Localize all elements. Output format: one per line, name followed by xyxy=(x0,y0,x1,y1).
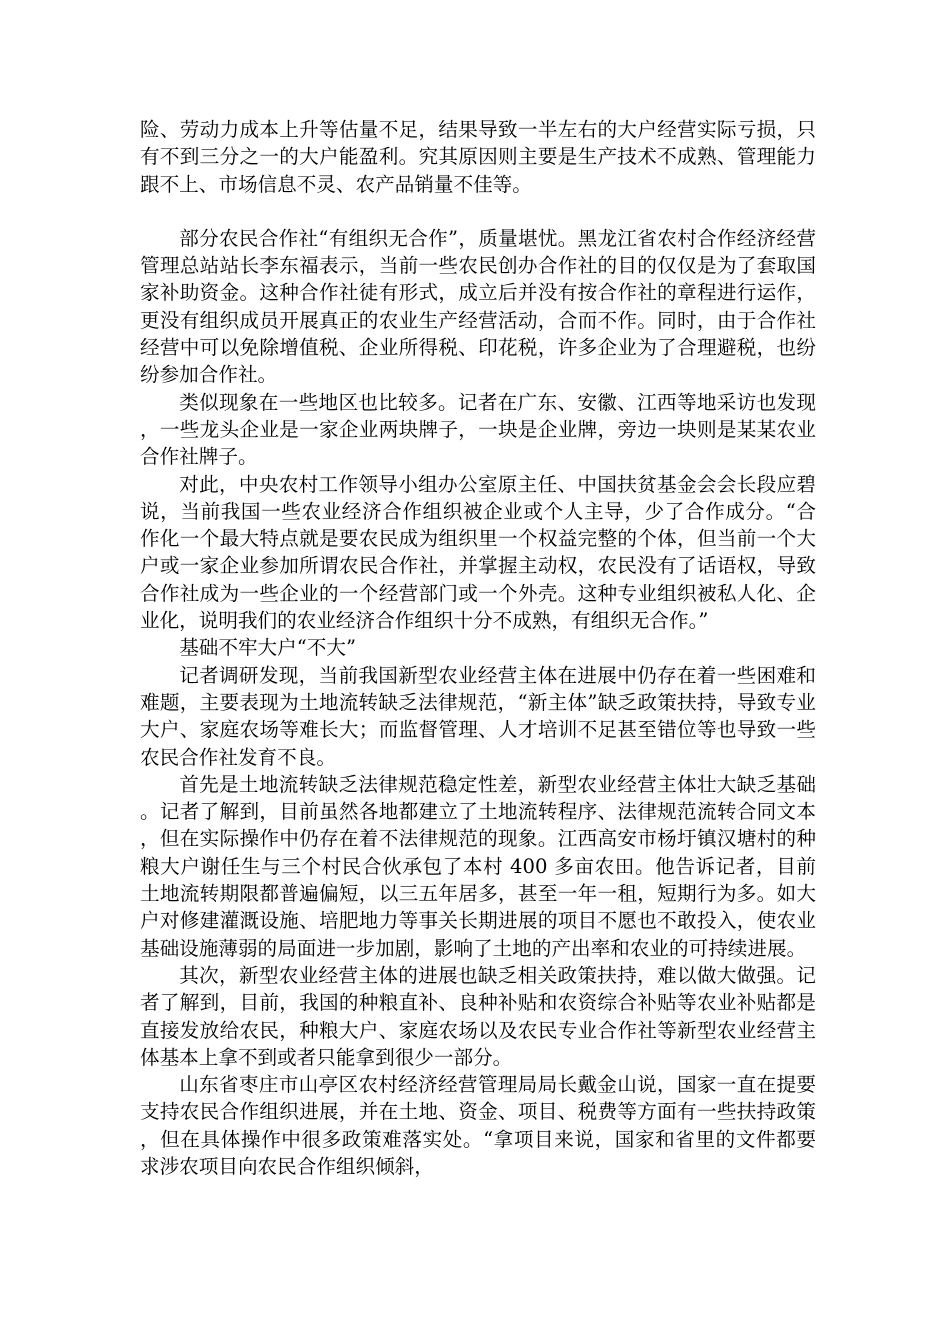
paragraph-gap xyxy=(140,198,816,225)
paragraph-cooperative-quality: 部分农民合作社“有组织无合作”，质量堪忧。黑龙江省农村合作经济经营管理总站站长李东福表示，当前一些农民创办合作社的目的仅仅是为了套取国家补助资金。这种合作社徒有形式，成立后并没有按合作社的章程进行运作，更没有组织成员开展真正的农业生产经营活动，合而不作。同时，由于合作社经营中可以免除增值税、企业所得税、印花税，许多企业为了合理避税，也纷纷参加合作社。 xyxy=(140,226,816,387)
section-heading: 基础不牢大户“不大” xyxy=(179,636,356,660)
paragraph-continuation: 险、劳动力成本上升等估量不足，结果导致一半左右的大户经营实际亏损，只有不到三分之一的大户能盈利。究其原因则主要是生产技术不成熟、管理能力跟不上、市场信息不灵、农产品销量不佳等。 xyxy=(140,118,816,196)
paragraph-policy-support: 其次，新型农业经营主体的进展也缺乏相关政策扶持，难以做大做强。记者了解到，目前，我国的种粮直补、良种补贴和农资综合补贴等农业补贴都是直接发放给农民，种粮大户、家庭农场以及农民专业合作社等新型农业经营主体基本上拿不到或者只能拿到很少一部分。 xyxy=(140,963,816,1069)
paragraph-duan-yingbi: 对此，中央农村工作领导小组办公室原主任、中国扶贫基金会会长段应碧说，当前我国一些农业经济合作组织被企业或个人主导，少了合作成分。“合作化一个最大特点就是要农民成为组织里一个权益完整的个体，但当前一个大户或一家企业参加所谓农民合作社，并掌握主动权，农民没有了话语权，导致合作社成为一些企业的一个经营部门或一个外壳。这种专业组织被私人化、企业化，说明我们的农业经济合作组织十分不成熟，有组织无合作。” xyxy=(140,472,816,633)
paragraph-similar-phenomena: 类似现象在一些地区也比较多。记者在广东、安徽、江西等地采访也发现，一些龙头企业是一家企业两块牌子，一块是企业牌，旁边一块则是某某农业合作社牌子。 xyxy=(140,390,816,469)
paragraph-shandong-dai-jinshan: 山东省枣庄市山亭区农村经济经营管理局局长戴金山说，国家一直在提要支持农民合作组织进展，并在土地、资金、项目、税费等方面有一些扶持政策，但在具体操作中很多政策难落实处。“拿项目来说，国家和省里的文件都要求涉农项目向农民合作组织倾斜， xyxy=(140,1073,816,1178)
paragraph-research-findings: 记者调研发现，当前我国新型农业经营主体在进展中仍存在着一些困难和难题，主要表现为土地流转缺乏法律规范，“新主体”缺乏政策扶持，导致专业大户、家庭农场等难长大；而监督管理、人才培训不足甚至错位等也导致一些农民合作社发育不良。 xyxy=(140,663,816,769)
paragraph-land-transfer: 首先是土地流转缺乏法律规范稳定性差，新型农业经营主体壮大缺乏基础。记者了解到，目前虽然各地都建立了土地流转程序、法律规范流转合同文本，但在实际操作中仍存在着不法律规范的现象。江西高安市杨圩镇汉塘村的种粮大户谢任生与三个村民合伙承包了本村 400 多亩农田。他告诉记者，目前土地流转期限都普遍偏短，以三五年居多，甚至一年一租，短期行为多。如大户对修建灌溉设施、培肥地力等事关长期进展的项目不愿也不敢投入，使农业基础设施薄弱的局面进一步加剧，影响了土地的产出率和农业的可持续进展。 xyxy=(140,772,816,960)
article-body xyxy=(140,116,816,1180)
